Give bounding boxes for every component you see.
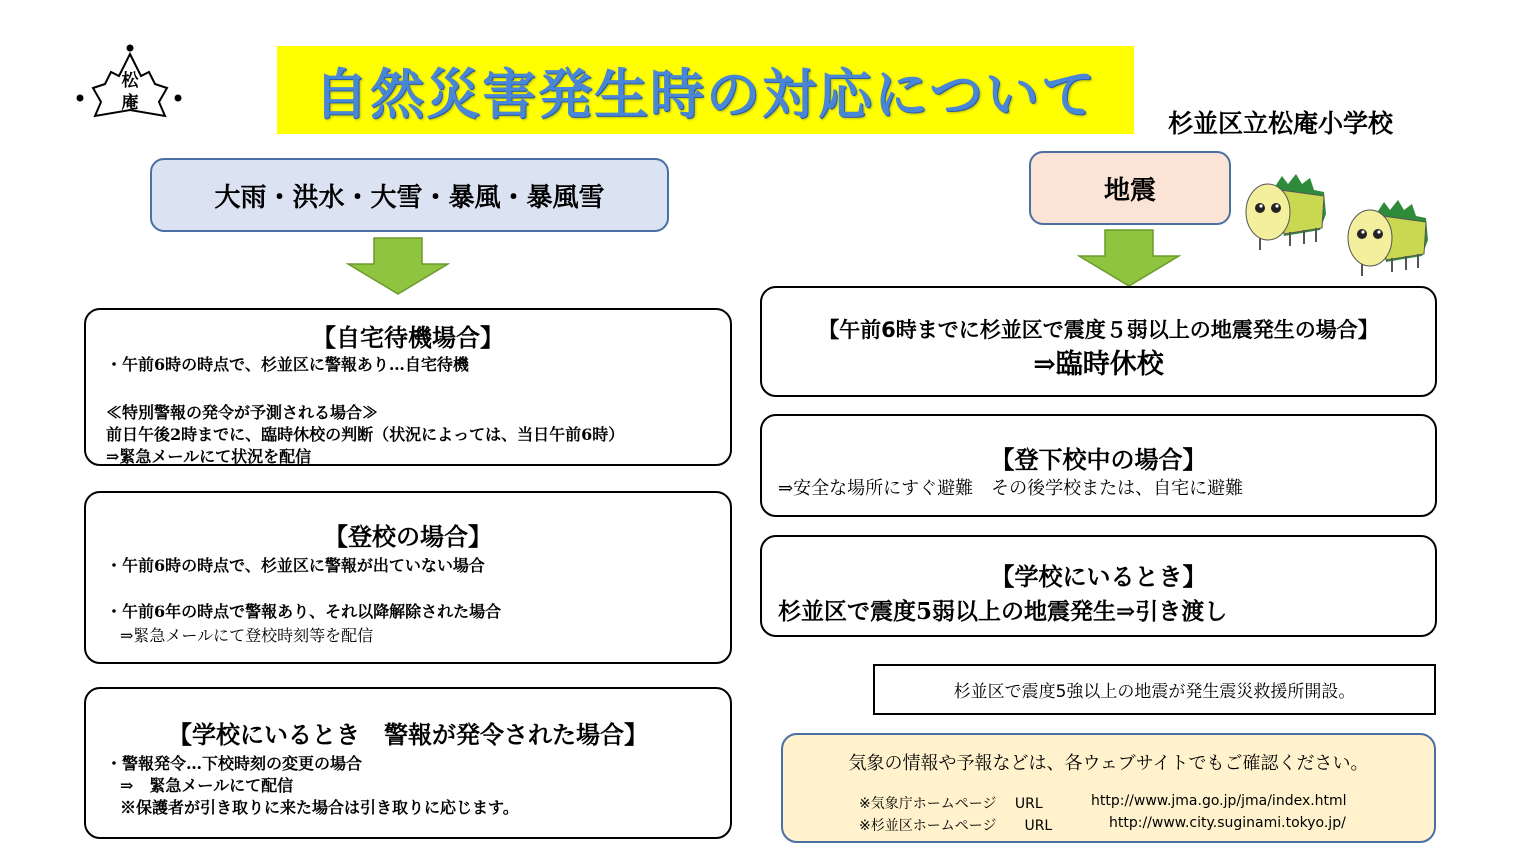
attend-school-box	[84, 491, 732, 664]
mascot-icon	[1346, 196, 1436, 286]
home-standby-heading: 【自宅待機場合】	[312, 324, 504, 352]
attend-school-heading: 【登校の場合】	[324, 523, 492, 551]
at-school-quake-line: 杉並区で震度5弱以上の地震発生⇒引き渡し	[778, 598, 1228, 625]
relief-station-notice: 杉並区で震度5強以上の地震が発生震災救援所開設。	[873, 664, 1436, 715]
suginami-url-link[interactable]: http://www.city.suginami.tokyo.jp/	[1109, 815, 1346, 831]
earthquake-category-label: 地震	[1029, 151, 1231, 225]
info-box	[781, 733, 1436, 843]
at-school-warning-line: ・警報発令…下校時刻の変更の場合	[106, 754, 363, 773]
suginami-label: ※杉並区ホームページ URL	[859, 818, 1053, 834]
at-school-warning-line: ※保護者が引き取りに来た場合は引き取りに応じます。	[120, 798, 519, 817]
down-arrow-icon	[1077, 228, 1181, 288]
mascot-icon	[1244, 170, 1334, 260]
at-school-warning-box	[84, 687, 732, 839]
commute-quake-line: ⇒安全な場所にすぐ避難 その後学校または、自宅に避難	[778, 478, 1244, 499]
info-text: 気象の情報や予報などは、各ウェブサイトでもご確認ください。	[848, 753, 1369, 774]
home-standby-line: ≪特別警報の発令が予測される場合≫	[106, 403, 379, 422]
school-emblem-icon	[75, 44, 185, 134]
home-standby-line: ・午前6時の時点で、杉並区に警報あり…自宅待機	[106, 355, 469, 374]
jma-url-link[interactable]: http://www.jma.go.jp/jma/index.html	[1091, 793, 1347, 809]
at-school-quake-box	[760, 535, 1437, 637]
early-quake-heading: 【午前6時までに杉並区で震度５弱以上の地震発生の場合】	[818, 318, 1379, 342]
jma-label: ※気象庁ホームページ URL	[859, 796, 1043, 812]
commute-quake-heading: 【登下校中の場合】	[990, 446, 1207, 474]
commute-quake-box	[760, 414, 1437, 517]
weather-category-label: 大雨・洪水・大雪・暴風・暴風雪	[150, 158, 669, 232]
home-standby-line: ⇒緊急メールにて状況を配信	[106, 447, 312, 466]
emblem-char-1: 松	[121, 71, 139, 91]
attend-school-line: ⇒緊急メールにて登校時刻等を配信	[120, 626, 374, 645]
at-school-quake-heading: 【学校にいるとき】	[990, 563, 1207, 591]
early-quake-box	[760, 286, 1437, 397]
at-school-warning-line: ⇒ 緊急メールにて配信	[120, 776, 294, 795]
down-arrow-icon	[346, 236, 450, 296]
home-standby-box	[84, 308, 732, 466]
school-name: 杉並区立松庵小学校	[1168, 109, 1394, 138]
early-quake-line: ⇒臨時休校	[1033, 349, 1164, 380]
attend-school-line: ・午前6時の時点で、杉並区に警報が出ていない場合	[106, 556, 485, 575]
page-title: 自然災害発生時の対応について	[314, 62, 1097, 126]
at-school-warning-heading: 【学校にいるとき 警報が発令された場合】	[168, 721, 648, 749]
attend-school-line: ・午前6年の時点で警報あり、それ以降解除された場合	[106, 602, 502, 621]
home-standby-line: 前日午後2時までに、臨時休校の判断（状況によっては、当日午前6時）	[106, 425, 625, 444]
emblem-char-2: 庵	[121, 93, 139, 113]
